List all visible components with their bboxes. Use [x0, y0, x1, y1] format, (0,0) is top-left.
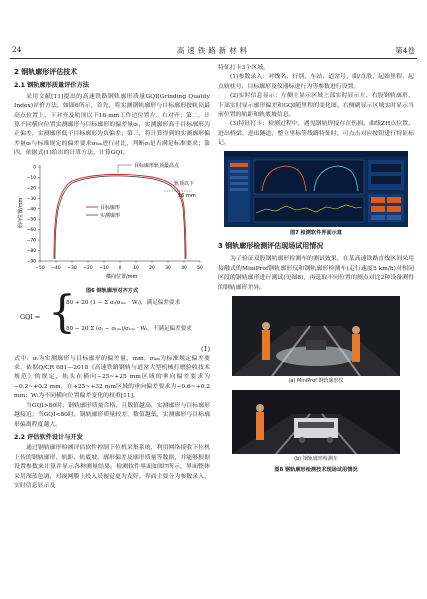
- paragraph-feature-mark: (3)特征打卡：检测过程中，遇见钢轨焊接存在伤损、曲线ZH点位置、进出桥梁、进出隧道、整立里标等线路特征时，可点击对应按钮进行特征标记。: [218, 121, 414, 147]
- x-tick-label: 20: [149, 265, 155, 271]
- profile-alignment-chart: [14, 159, 210, 281]
- x-tick-label: 40: [181, 265, 187, 271]
- section-2-2-title: 2.2 评估软件设计与开发: [14, 433, 83, 441]
- page-number: 24: [12, 45, 22, 54]
- paragraph-param-input: (1)参数录入：对线名、行别、车站、道岔号、曲/直股、起始里程、起点轨枕号、目标廓形及仪器标进行为等参数进行设置。: [218, 74, 414, 90]
- miniprof-photo-image: [232, 296, 400, 376]
- x-tick-label: −40: [51, 265, 61, 271]
- journal-title: 高速铁路新材料: [176, 46, 251, 55]
- y-tick-label: −60: [26, 227, 36, 233]
- x-tick-label: 50: [197, 265, 203, 271]
- y-tick-label: −10: [26, 175, 36, 181]
- legend-target: 目标廓形: [100, 204, 121, 211]
- annotation-16mm-line2: 16 mm: [178, 192, 196, 199]
- x-tick-label: −30: [67, 265, 77, 271]
- software-screenshot: [218, 151, 414, 227]
- y-tick-label: −20: [26, 186, 36, 192]
- y-tick-label: −70: [26, 238, 36, 244]
- annotation-16mm-line1: 轨顶以下: [174, 180, 195, 187]
- figure-7-software-ui: [218, 151, 414, 227]
- y-tick-label: −30: [26, 196, 36, 202]
- figure-6-profile-alignment: [14, 159, 210, 295]
- y-tick-label: −90: [26, 259, 36, 265]
- x-tick-label: −50: [35, 265, 45, 271]
- legend-measured: 实测廓形: [100, 212, 121, 219]
- paragraph-software: 通过钢轨廓形检测评估软件控制下位机采集系统，利用网络接收下位机上传的钢轨廓形、轨距、轨底坡、廓形偏差及廓形质量等数据，并能够根据设置参数来计算并显示各种测量结果。检测软件界面如图7所示，界面整体采用深蓝色调，对视网膜上投入员视觉更为友好。界面主要分为参数录入、实时信息显示及: [14, 445, 210, 489]
- y-tick-label: −50: [26, 217, 36, 223]
- figure-8a-caption: (a) MiniProf 钢轨廓形仪: [288, 378, 344, 385]
- photo-detection-vehicle: [232, 390, 400, 454]
- section-2-title: 2 钢轨廓形评估技术: [14, 68, 78, 76]
- x-tick-label: 0: [118, 265, 122, 271]
- gqi-formula: [14, 286, 210, 355]
- figure-7-caption: 图7 检测软件界面示意: [289, 229, 343, 236]
- figure-8-caption: 图8 钢轨廓形检测技术现场试用情况: [274, 466, 358, 473]
- y-tick-label: 0: [33, 165, 36, 171]
- formula-case-2: 80 − 20 Σ (σᵢ − σₗᵢₘ)/σₗᵢₘ · Wᵢ，不满足偏差要求: [66, 325, 192, 332]
- volume-number: 第4卷: [395, 46, 415, 55]
- formula-lhs: GQI =: [20, 312, 41, 321]
- figure-6-caption: 图6 钢轨廓形对齐方式: [85, 288, 139, 295]
- x-tick-label: 30: [165, 265, 171, 271]
- paragraph-variables: 式中：σᵢ为实测廓形与目标廓形的偏差量，mm；σₗᵢₘ为标准规定偏差要求，依据Q/CR 681—2018《高速铁路钢轨与道岔大型机械打磨验收技术规范》的规定，轨头在横向−25~+25 mm区域的垂向偏差要求为−0.2~+0.2 mm，在+25~+32 mm区域的垂向偏差要求为−0.6~+0.2 mm；Wᵢ为不同横向位置偏差变化的权重[11]。: [14, 355, 210, 400]
- y-tick-label: −40: [26, 206, 36, 212]
- x-tick-label: −10: [99, 265, 109, 271]
- vehicle-photo-image: [232, 390, 400, 454]
- paragraph-realtime-info: (2)实时信息显示：左侧主显示区域上部实时显示左、右股钢轨廓形，下部实时显示廓形偏差和GQI随里程的变化图。右侧副显示区域实时显示当前位置的轨距和轨底坡信息。: [218, 93, 414, 119]
- x-tick-label: 10: [133, 265, 139, 271]
- figure-8b-caption: (b) 钢轨廓形检测车: [294, 455, 338, 462]
- section-2-1-title: 2.1 钢轨廓形质量评价方法: [14, 82, 89, 90]
- paragraph-gqi-method: 采用文献[11]提出的高速铁路钢轨廓形质量GQI(Grinding Quality Index)评价方法。如图6所示，首先，将实测钢轨廓形与目标廓形按轨顶最高点位置上、下对齐及轨顶以下16 mm工作边位置左、右对齐；第二，计算不同横向位置实测廓形与目标廓形的偏差量σᵢ，实测廓形高于目标廓形为正偏差，实测廓形低于目标廓形为负偏差；第三，将计算得到的实测廓形偏差量σᵢ与标准规定的偏差要求σₗᵢₘ进行对比，判断σᵢ是否满足标准要求；第四，依据式(1)给出的计算方法，计算GQI。: [14, 93, 210, 157]
- right-column: [218, 64, 414, 477]
- y-tick-label: −80: [26, 248, 36, 254]
- y-axis-label: 垂向位置/mm: [18, 197, 24, 229]
- page-header: [10, 44, 417, 59]
- paragraph-gqi-threshold: 当GQI>80时，钢轨廓形质量合格，且数值越高，实测廓形与目标廓形越接近；当GQI<80时，钢轨廓形质量较差，数值越低，实测廓形与目标廓形偏离程度越大。: [14, 402, 210, 428]
- annotation-top-point: 目标廓形轨顶最高点: [134, 162, 180, 169]
- paragraph-field-test: 为了验证双股钢轨廓形检测车的测试效果，在某高速铁路直线区间采用接触式的MiniProf钢轨廓形仪和钢轨廓形检测车(走行速度5 km/h)对相同区段的钢轨廓形进行测试(见图8)，再选取不同位置的测点对比2种设备测得的钢轨廓形差异。: [218, 256, 414, 291]
- paragraph-continued: 特征打卡3个区域。: [218, 65, 269, 71]
- formula-case-1: 80 + 20 (1 − Σ σᵢ/σₗᵢₘ · Wᵢ)，满足偏差要求: [66, 299, 181, 306]
- x-axis-label: 横向位置/mm: [106, 273, 138, 280]
- formula-number: (1): [200, 344, 210, 353]
- section-3-title: 3 钢轨廓形检测评估现场试用情况: [218, 242, 324, 251]
- photo-miniprof: [232, 296, 400, 376]
- x-tick-label: −20: [83, 265, 93, 271]
- left-column: [14, 64, 210, 491]
- formula-brace: {: [48, 286, 76, 338]
